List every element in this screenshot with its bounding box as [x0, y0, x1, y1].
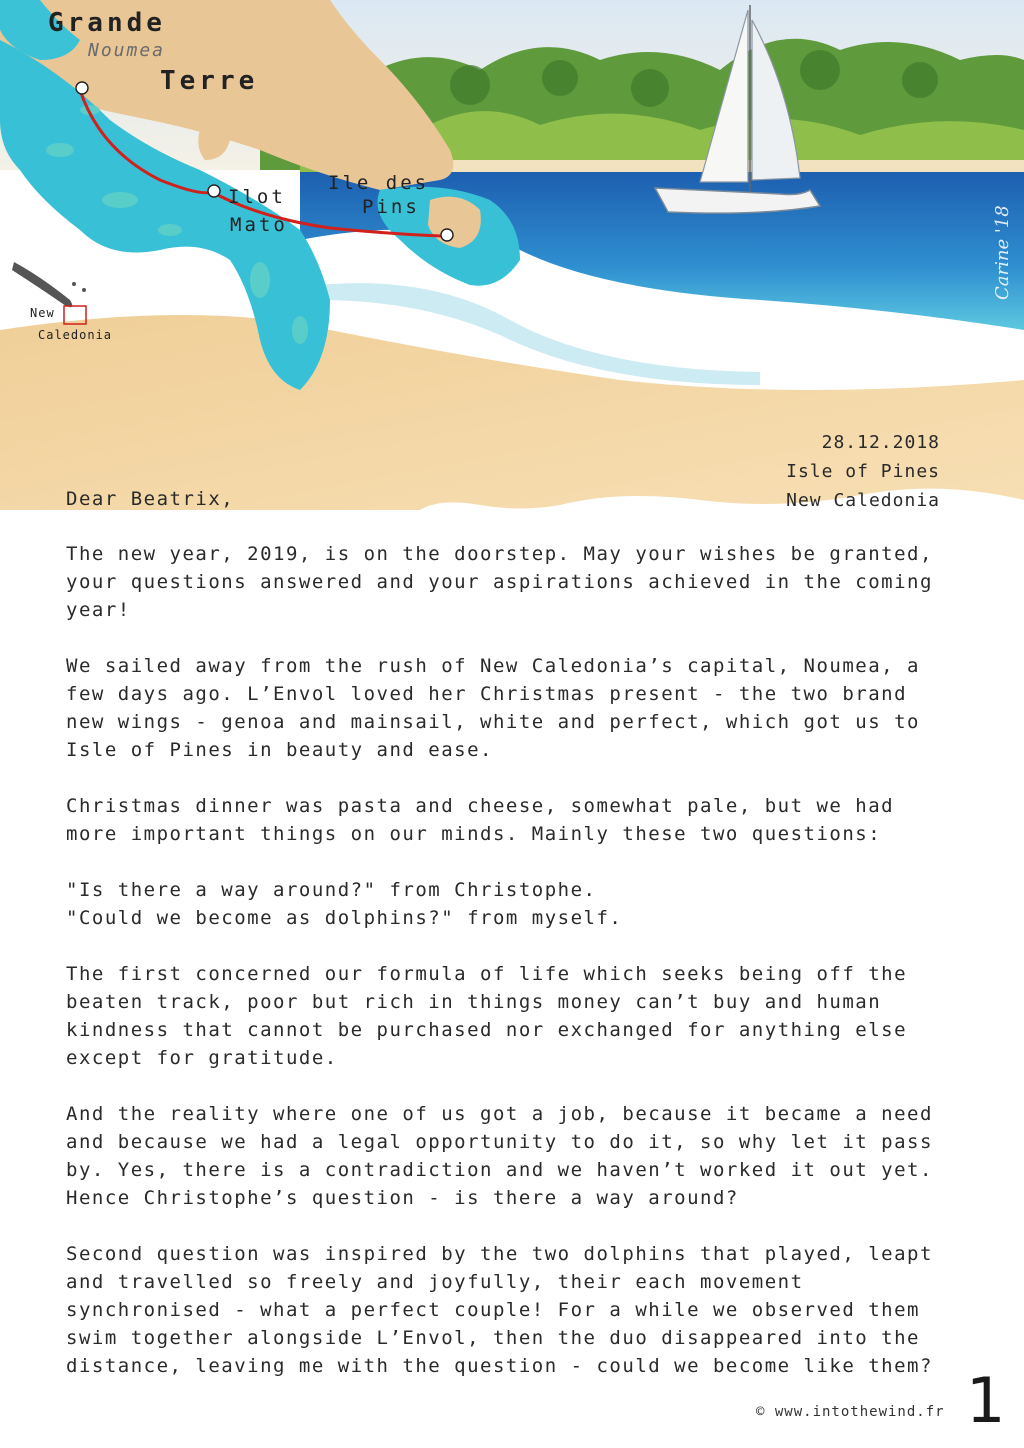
line: And the reality where one of us got a job, because it became a need [66, 1103, 933, 1125]
line: Christmas dinner was pasta and cheese, somewhat pale, but we had [66, 795, 895, 817]
paragraph-dolphins [66, 1240, 946, 1380]
page-number: 1 [966, 1364, 1006, 1437]
line: Isle of Pines in beauty and ease. [66, 739, 493, 761]
line: year! [66, 599, 131, 621]
line: distance, leaving me with the question - could we become like them? [66, 1355, 933, 1377]
paragraph-reality [66, 1100, 946, 1212]
inset-label-new: New [30, 306, 55, 320]
line: "Is there a way around?" from Christophe. [66, 879, 597, 901]
line: more important things on our minds. Mainly these two questions: [66, 823, 882, 845]
line: Second question was inspired by the two dolphins that played, leapt [66, 1243, 933, 1265]
line: your questions answered and your aspirations achieved in the coming [66, 571, 933, 593]
website-credit: © www.intothewind.fr [756, 1404, 945, 1420]
line: The new year, 2019, is on the doorstep. May your wishes be granted, [66, 543, 933, 565]
line: swim together alongside L’Envol, then the duo disappeared into the [66, 1327, 920, 1349]
letter-location: Isle of Pines [786, 461, 940, 482]
letter-body [66, 540, 946, 1408]
paragraph-questions [66, 876, 946, 932]
line: and because we had a legal opportunity to do it, so why let it pass [66, 1131, 933, 1153]
line: Hence Christophe’s question - is there a way around? [66, 1187, 739, 1209]
map-label-terre: Terre [160, 66, 259, 96]
letter-salutation: Dear Beatrix, [66, 488, 235, 510]
line: synchronised - what a perfect couple! For a while we observed them [66, 1299, 920, 1321]
line: new wings - genoa and mainsail, white and perfect, which got us to [66, 711, 920, 733]
line: by. Yes, there is a contradiction and we haven’t worked it out yet. [66, 1159, 933, 1181]
line: beaten track, poor but rich in things money can’t buy and human [66, 991, 882, 1013]
map-label-mato: Mato [230, 214, 288, 236]
map-label-pins: Pins [362, 196, 420, 218]
paragraph-first-question [66, 960, 946, 1072]
letter-country: New Caledonia [786, 490, 940, 511]
map-label-grande: Grande [48, 8, 166, 38]
letter-date: 28.12.2018 [821, 432, 940, 453]
paragraph-sailed-away [66, 652, 946, 764]
map-label-noumea: Noumea [88, 40, 166, 61]
map-label-ilot: Ilot [228, 186, 286, 208]
line: and travelled so freely and joyfully, their each movement [66, 1271, 804, 1293]
letter-date-block [786, 428, 940, 515]
line: We sailed away from the rush of New Caledonia’s capital, Noumea, a [66, 655, 920, 677]
line: The first concerned our formula of life which seeks being off the [66, 963, 908, 985]
map-label-ile-des: Ile des [328, 172, 430, 194]
paragraph-christmas-dinner [66, 792, 946, 848]
line: few days ago. L’Envol loved her Christmas present - the two brand [66, 683, 908, 705]
paragraph-new-year [66, 540, 946, 624]
inset-label-caledonia: Caledonia [38, 328, 113, 342]
line: except for gratitude. [66, 1047, 338, 1069]
line: kindness that cannot be purchased nor exchanged for anything else [66, 1019, 908, 1041]
line: "Could we become as dolphins?" from myself. [66, 907, 623, 929]
artist-signature: Carine '18 [992, 205, 1013, 300]
